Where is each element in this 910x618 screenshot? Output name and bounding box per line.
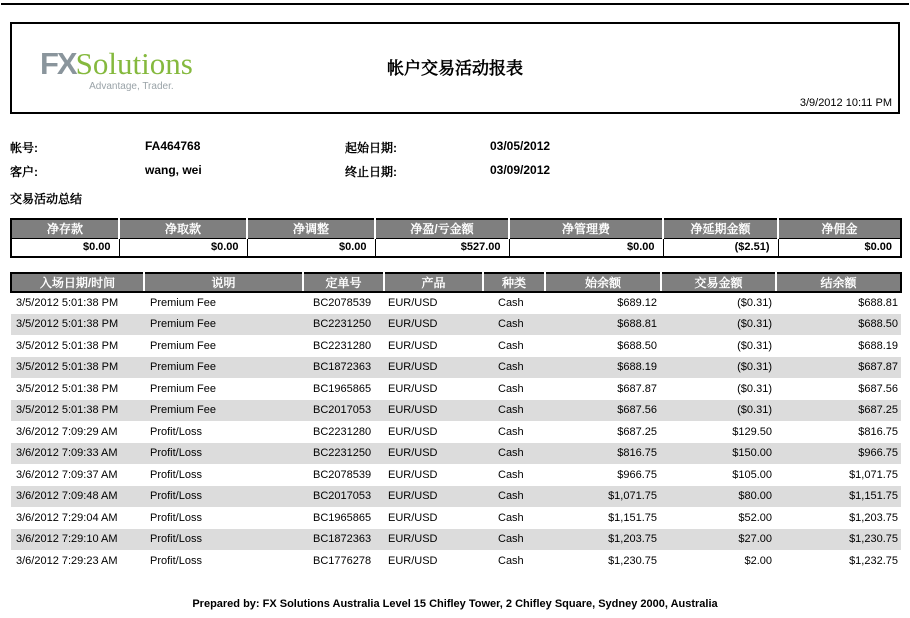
transaction-cell: Profit/Loss <box>144 443 303 465</box>
transaction-cell: $1,071.75 <box>849 468 898 481</box>
top-rule <box>1 3 909 5</box>
transaction-cell: $688.50 <box>617 339 657 352</box>
account-info-row <box>10 163 900 187</box>
transaction-cell: Cash <box>483 314 545 336</box>
summary-value-cell: ($2.51) <box>663 238 778 257</box>
transactions-header-cell: 产品 <box>384 273 483 292</box>
transaction-cell: ($0.31) <box>737 339 772 352</box>
transaction-cell: EUR/USD <box>384 443 483 465</box>
account-number-label: 帐号: <box>10 141 38 155</box>
transaction-cell: EUR/USD <box>388 425 438 438</box>
transaction-cell: ($0.31) <box>737 382 772 395</box>
transactions-header-cell: 结余额 <box>776 273 901 292</box>
transaction-cell: BC1872363 <box>303 529 384 551</box>
account-info-section <box>10 139 900 189</box>
table-row <box>11 400 901 422</box>
transaction-cell: EUR/USD <box>388 554 438 567</box>
transaction-cell: Premium Fee <box>144 314 303 336</box>
client-value: wang, wei <box>145 163 202 177</box>
table-row <box>11 292 901 314</box>
logo-tagline: Advantage, Trader. <box>89 81 174 92</box>
logo-fx-text: FX <box>40 46 76 81</box>
table-row <box>11 464 901 486</box>
transaction-cell: EUR/USD <box>384 486 483 508</box>
transaction-cell: EUR/USD <box>384 529 483 551</box>
transaction-cell: $689.12 <box>617 297 657 310</box>
summary-value-cell: $0.00 <box>778 238 901 257</box>
transaction-cell: $966.75 <box>776 443 901 465</box>
transaction-cell: ($0.31) <box>737 297 772 310</box>
transaction-cell: Profit/Loss <box>150 425 202 438</box>
transaction-cell: 3/5/2012 5:01:38 PM <box>11 314 144 336</box>
transaction-cell: $816.75 <box>545 443 661 465</box>
transaction-cell: Cash <box>498 554 524 567</box>
transaction-cell: EUR/USD <box>384 314 483 336</box>
transaction-cell: Premium Fee <box>150 339 217 352</box>
transaction-cell: $688.19 <box>858 339 898 352</box>
report-datetime: 3/9/2012 10:11 PM <box>799 97 892 109</box>
account-number-value: FA464768 <box>145 139 201 153</box>
transactions-header-cell: 说明 <box>144 273 303 292</box>
summary-header-cell: 净盈/亏金额 <box>375 219 509 238</box>
transaction-cell: 3/5/2012 5:01:38 PM <box>11 400 144 422</box>
prepared-by-footer: Prepared by: FX Solutions Australia Level 15 Chifley Tower, 2 Chifley Square, Sydney 2000, Australia <box>192 598 718 610</box>
transaction-cell: $27.00 <box>661 529 776 551</box>
summary-header-cell: 净存款 <box>11 219 119 238</box>
transaction-cell: Cash <box>483 357 545 379</box>
transaction-cell: Cash <box>483 486 545 508</box>
transaction-cell: $1,203.75 <box>849 511 898 524</box>
transaction-cell: EUR/USD <box>388 511 438 524</box>
transactions-header-cell: 始余额 <box>545 273 661 292</box>
start-date-value: 03/05/2012 <box>490 139 551 153</box>
transaction-cell: $816.75 <box>858 425 898 438</box>
transaction-cell: $688.81 <box>858 297 898 310</box>
transaction-cell: EUR/USD <box>388 468 438 481</box>
transaction-cell: EUR/USD <box>388 339 438 352</box>
summary-value-cell: $527.00 <box>375 238 509 257</box>
transaction-cell: $1,151.75 <box>776 486 901 508</box>
page-title: 帐户交易活动报表 <box>387 59 523 78</box>
transaction-cell: BC2231250 <box>303 314 384 336</box>
end-date-label: 终止日期: <box>345 165 397 179</box>
transaction-cell: BC2231280 <box>313 339 372 352</box>
transaction-cell: BC2017053 <box>303 400 384 422</box>
table-row <box>11 486 901 508</box>
transaction-cell: Profit/Loss <box>150 468 202 481</box>
logo-solutions-text: Solutions <box>75 46 193 81</box>
transaction-cell: BC1872363 <box>303 357 384 379</box>
transaction-cell: Cash <box>483 443 545 465</box>
transaction-cell: $1,151.75 <box>608 511 657 524</box>
transaction-cell: $687.25 <box>776 400 901 422</box>
transaction-cell: $1,203.75 <box>545 529 661 551</box>
transaction-cell: BC1965865 <box>313 511 372 524</box>
table-row <box>11 550 901 572</box>
transaction-cell: $1,230.75 <box>776 529 901 551</box>
transaction-cell: BC2078539 <box>313 468 372 481</box>
table-row <box>11 507 901 529</box>
summary-header-row <box>11 219 901 238</box>
transaction-cell: $150.00 <box>661 443 776 465</box>
transaction-cell: BC2078539 <box>313 297 372 310</box>
transaction-cell: 3/6/2012 7:09:33 AM <box>11 443 144 465</box>
transaction-cell: $966.75 <box>617 468 657 481</box>
transactions-table <box>10 272 902 572</box>
transaction-cell: $687.56 <box>545 400 661 422</box>
table-row <box>11 529 901 551</box>
start-date-label: 起始日期: <box>345 141 397 155</box>
transaction-cell: BC1776278 <box>313 554 372 567</box>
report-header-box <box>10 22 900 114</box>
transaction-cell: BC2017053 <box>303 486 384 508</box>
table-row <box>11 443 901 465</box>
transaction-cell: Premium Fee <box>144 357 303 379</box>
transaction-cell: $129.50 <box>732 425 772 438</box>
summary-value-cell: $0.00 <box>11 238 119 257</box>
transaction-cell: Cash <box>498 339 524 352</box>
transaction-cell: Profit/Loss <box>150 554 202 567</box>
transaction-cell: $2.00 <box>744 554 772 567</box>
summary-header-cell: 净佣金 <box>778 219 901 238</box>
client-label: 客户: <box>10 165 38 179</box>
transaction-cell: ($0.31) <box>661 357 776 379</box>
transaction-cell: Cash <box>498 382 524 395</box>
transaction-cell: BC1965865 <box>313 382 372 395</box>
transaction-cell: 3/6/2012 7:09:37 AM <box>16 468 118 481</box>
transaction-cell: Premium Fee <box>150 382 217 395</box>
summary-table <box>10 218 902 258</box>
transaction-cell: 3/5/2012 5:01:38 PM <box>11 357 144 379</box>
table-row <box>11 357 901 379</box>
transaction-cell: $687.25 <box>617 425 657 438</box>
transaction-cell: $688.19 <box>545 357 661 379</box>
summary-value-row <box>11 238 901 257</box>
transaction-cell: Cash <box>498 468 524 481</box>
transaction-cell: Premium Fee <box>150 297 217 310</box>
table-row <box>11 421 901 443</box>
summary-value-cell: $0.00 <box>119 238 247 257</box>
account-info-row <box>10 139 900 163</box>
summary-value-cell: $0.00 <box>247 238 375 257</box>
transaction-cell: ($0.31) <box>661 400 776 422</box>
transactions-header-cell: 交易金额 <box>661 273 776 292</box>
transactions-header-cell: 定单号 <box>303 273 384 292</box>
transaction-cell: $52.00 <box>738 511 772 524</box>
transaction-cell: 3/6/2012 7:29:10 AM <box>11 529 144 551</box>
transaction-cell: $687.56 <box>858 382 898 395</box>
transaction-cell: Cash <box>483 529 545 551</box>
transaction-cell: $1,071.75 <box>545 486 661 508</box>
transaction-cell: BC2231280 <box>313 425 372 438</box>
transaction-cell: $1,230.75 <box>608 554 657 567</box>
transactions-header-cell: 入场日期/时间 <box>11 273 144 292</box>
summary-header-cell: 净管理费 <box>509 219 663 238</box>
transaction-cell: 3/5/2012 5:01:38 PM <box>16 382 119 395</box>
transaction-cell: 3/6/2012 7:29:04 AM <box>16 511 118 524</box>
end-date-value: 03/09/2012 <box>490 163 551 177</box>
transaction-cell: ($0.31) <box>661 314 776 336</box>
transaction-cell: Cash <box>498 297 524 310</box>
transaction-cell: Cash <box>498 425 524 438</box>
table-row <box>11 335 901 357</box>
summary-header-cell: 净取款 <box>119 219 247 238</box>
transaction-cell: 3/6/2012 7:09:48 AM <box>11 486 144 508</box>
transaction-cell: Profit/Loss <box>144 529 303 551</box>
summary-value-cell: $0.00 <box>509 238 663 257</box>
transaction-cell: $688.81 <box>545 314 661 336</box>
transaction-cell: 3/5/2012 5:01:38 PM <box>16 339 119 352</box>
transaction-cell: Profit/Loss <box>144 486 303 508</box>
summary-header-cell: 净调整 <box>247 219 375 238</box>
transaction-cell: EUR/USD <box>388 297 438 310</box>
transaction-cell: EUR/USD <box>388 382 438 395</box>
transaction-cell: $688.50 <box>776 314 901 336</box>
transaction-cell: $105.00 <box>732 468 772 481</box>
summary-section-title: 交易活动总结 <box>10 192 83 206</box>
transaction-cell: Cash <box>498 511 524 524</box>
transaction-cell: Premium Fee <box>144 400 303 422</box>
transaction-cell: 3/6/2012 7:29:23 AM <box>16 554 118 567</box>
summary-header-cell: 净延期金额 <box>663 219 778 238</box>
transactions-header-row <box>11 273 901 292</box>
transaction-cell: 3/5/2012 5:01:38 PM <box>16 297 119 310</box>
transaction-cell: $687.87 <box>617 382 657 395</box>
transaction-cell: Cash <box>483 400 545 422</box>
transaction-cell: 3/6/2012 7:09:29 AM <box>16 425 118 438</box>
transaction-cell: Profit/Loss <box>150 511 202 524</box>
transaction-cell: EUR/USD <box>384 357 483 379</box>
table-row <box>11 314 901 336</box>
table-row <box>11 378 901 400</box>
transaction-cell: $687.87 <box>776 357 901 379</box>
transaction-cell: $1,232.75 <box>849 554 898 567</box>
transactions-body <box>11 292 901 572</box>
transaction-cell: $80.00 <box>661 486 776 508</box>
transaction-cell: BC2231250 <box>303 443 384 465</box>
transaction-cell: EUR/USD <box>384 400 483 422</box>
transactions-header-cell: 种类 <box>483 273 545 292</box>
